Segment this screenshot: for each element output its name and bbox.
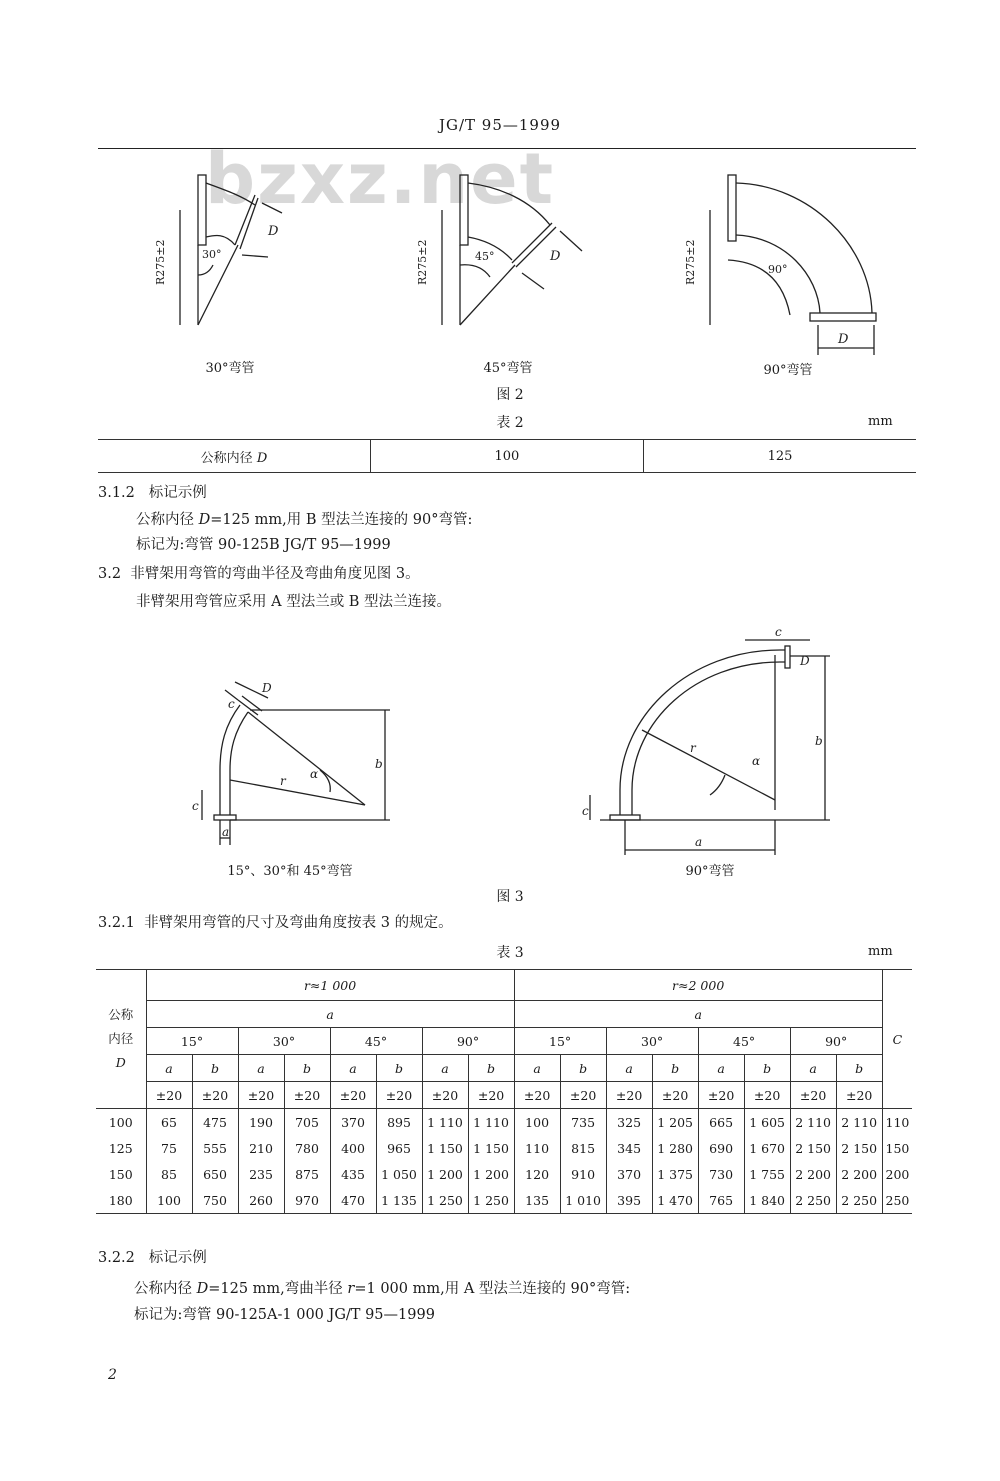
- table-cell: 2 110: [790, 1109, 836, 1136]
- table-cell: 150: [96, 1161, 146, 1187]
- table-3-angle: 90°: [790, 1028, 882, 1055]
- fig3-label-alpha-right: α: [752, 754, 761, 768]
- table-cell: 100: [146, 1187, 192, 1214]
- table-3-tol: ±20: [330, 1082, 376, 1109]
- table-cell: 970: [284, 1187, 330, 1214]
- table-cell: 1 755: [744, 1161, 790, 1187]
- table-cell: 1 840: [744, 1187, 790, 1214]
- table-cell: 250: [882, 1187, 912, 1214]
- table-cell: 730: [698, 1161, 744, 1187]
- fig2-caption-90: 90°弯管: [763, 363, 813, 378]
- table-cell: 1 150: [422, 1135, 468, 1161]
- figure-3-title: 图 3: [496, 889, 524, 905]
- table-cell: 1 605: [744, 1109, 790, 1136]
- text-var: D: [198, 512, 211, 528]
- table-2-label-var: D: [256, 450, 268, 466]
- table-3-tol: ±20: [744, 1082, 790, 1109]
- table-cell: 345: [606, 1135, 652, 1161]
- table-3-tol: ±20: [560, 1082, 606, 1109]
- table-3-body: [96, 1109, 912, 1214]
- fig2-caption-45: 45°弯管: [483, 361, 533, 376]
- table-cell: 200: [882, 1161, 912, 1187]
- table-cell: 260: [238, 1187, 284, 1214]
- section-number: 3.2.1: [98, 915, 135, 931]
- table-3-angle: 90°: [422, 1028, 514, 1055]
- table-cell: 815: [560, 1135, 606, 1161]
- table-cell: 125: [96, 1135, 146, 1161]
- table-3-corner: [96, 970, 146, 1109]
- text: =125 mm,用 B 型法兰连接的 90°弯管:: [210, 512, 473, 528]
- standard-header: JG/T 95—1999: [438, 116, 562, 134]
- table-3-sub-b: b: [284, 1055, 330, 1082]
- table-row: [96, 1161, 912, 1187]
- table-cell: 1 250: [468, 1187, 514, 1214]
- fig3-label-c2-right: c: [582, 804, 589, 818]
- table-cell: 150: [882, 1135, 912, 1161]
- fig2-dim-d-3: D: [838, 332, 849, 347]
- fig3-label-c2-left: c: [192, 799, 199, 813]
- table-cell: 1 375: [652, 1161, 698, 1187]
- figure-2-drawings: [150, 165, 890, 360]
- table-cell: 2 150: [836, 1135, 882, 1161]
- table-cell: 1 010: [560, 1187, 606, 1214]
- text-var: r: [347, 1281, 355, 1297]
- table-cell: 85: [146, 1161, 192, 1187]
- table-cell: 135: [514, 1187, 560, 1214]
- table-cell: 100: [514, 1109, 560, 1136]
- table-3-tol: ±20: [698, 1082, 744, 1109]
- table-3-tol: ±20: [238, 1082, 284, 1109]
- fig2-angle-45: 45°: [475, 250, 495, 263]
- table-3-title: 表 3: [496, 945, 524, 961]
- section-number: 3.2.2: [98, 1250, 135, 1266]
- table-2-label-cell: [98, 440, 370, 473]
- section-3-2-2-line-2: 标记为:弯管 90-125A-1 000 JG/T 95—1999: [134, 1307, 435, 1323]
- table-2: [98, 439, 916, 473]
- table-3-header-row: [96, 970, 912, 1001]
- table-cell: 1 250: [422, 1187, 468, 1214]
- table-3-angle: 45°: [330, 1028, 422, 1055]
- table-3-tol: ±20: [376, 1082, 422, 1109]
- table-3-sub-a: a: [790, 1055, 836, 1082]
- table-cell: 190: [238, 1109, 284, 1136]
- table-cell: 555: [192, 1135, 238, 1161]
- table-3-angle: 15°: [146, 1028, 238, 1055]
- table-2-row: [98, 440, 916, 473]
- page-number: 2: [108, 1367, 117, 1383]
- table-3-tol: ±20: [146, 1082, 192, 1109]
- section-title: 标记示例: [148, 1250, 207, 1266]
- table-3-unit: mm: [868, 944, 893, 959]
- table-3-angle: 45°: [698, 1028, 790, 1055]
- table-cell: 875: [284, 1161, 330, 1187]
- section-3-2-line-1: [98, 562, 420, 586]
- table-cell: 1 110: [422, 1109, 468, 1136]
- table-3-group-header: r≈1 000: [146, 970, 514, 1001]
- table-3-tol: ±20: [468, 1082, 514, 1109]
- fig3-label-a-right: a: [695, 835, 703, 849]
- table-3-sub-a: a: [606, 1055, 652, 1082]
- table-cell: 1 050: [376, 1161, 422, 1187]
- section-text: 非臂架用弯管的弯曲半径及弯曲角度见图 3。: [130, 566, 420, 582]
- table-3-sub-b: b: [376, 1055, 422, 1082]
- table-cell: 1 135: [376, 1187, 422, 1214]
- table-cell: 650: [192, 1161, 238, 1187]
- table-2-cell: 100: [370, 440, 643, 473]
- table-2-cell: 125: [643, 440, 916, 473]
- table-3: [96, 969, 912, 1214]
- table-row: [96, 1109, 912, 1136]
- table-cell: 1 200: [468, 1161, 514, 1187]
- table-3-sub-b: b: [468, 1055, 514, 1082]
- table-3-sub-a: a: [146, 1055, 192, 1082]
- section-3-2-2-line-1: [134, 1277, 630, 1301]
- table-cell: 1 280: [652, 1135, 698, 1161]
- table-cell: 895: [376, 1109, 422, 1136]
- text: 公称内径: [134, 1281, 197, 1297]
- table-cell: 1 200: [422, 1161, 468, 1187]
- section-number: 3.1.2: [98, 485, 135, 501]
- table-cell: 910: [560, 1161, 606, 1187]
- fig3-label-d-right: D: [800, 654, 810, 668]
- table-3-sub-a: a: [422, 1055, 468, 1082]
- table-cell: 110: [882, 1109, 912, 1136]
- fig3-label-r-right: r: [690, 741, 696, 755]
- corner-line: 公称: [108, 1007, 134, 1022]
- fig3-caption-right: 90°弯管: [685, 864, 735, 879]
- table-cell: 370: [330, 1109, 376, 1136]
- table-cell: 395: [606, 1187, 652, 1214]
- section-number: 3.2: [98, 566, 122, 582]
- table-3-tol: ±20: [284, 1082, 330, 1109]
- fig3-caption-left: 15°、30°和 45°弯管: [227, 864, 353, 879]
- figure-3-drawings: [180, 620, 860, 855]
- table-cell: 470: [330, 1187, 376, 1214]
- table-3-tol: ±20: [192, 1082, 238, 1109]
- table-row: [96, 1135, 912, 1161]
- table-3-tolerance-row: [96, 1082, 912, 1109]
- table-cell: 735: [560, 1109, 606, 1136]
- table-cell: 65: [146, 1109, 192, 1136]
- section-3-1-2-line-1: [136, 508, 472, 532]
- table-cell: 780: [284, 1135, 330, 1161]
- fig3-label-c-left: c: [228, 697, 235, 711]
- section-3-2-1: [98, 911, 453, 935]
- table-cell: 100: [96, 1109, 146, 1136]
- table-3-sub-a: a: [238, 1055, 284, 1082]
- table-3-angle-row: [96, 1028, 912, 1055]
- fig3-label-c-right: c: [775, 625, 782, 639]
- table-cell: 1 470: [652, 1187, 698, 1214]
- corner-line: 内径: [108, 1031, 134, 1046]
- table-cell: 665: [698, 1109, 744, 1136]
- table-3-sub-b: b: [560, 1055, 606, 1082]
- section-3-1-2-heading: [98, 481, 207, 502]
- fig3-label-alpha-left: α: [310, 767, 319, 781]
- table-3-tol: ±20: [652, 1082, 698, 1109]
- fig3-label-r-left: r: [280, 774, 286, 788]
- table-cell: 1 150: [468, 1135, 514, 1161]
- table-3-tol: ±20: [836, 1082, 882, 1109]
- table-cell: 750: [192, 1187, 238, 1214]
- section-text: 非臂架用弯管的尺寸及弯曲角度按表 3 的规定。: [144, 915, 453, 931]
- table-cell: 2 110: [836, 1109, 882, 1136]
- table-cell: 705: [284, 1109, 330, 1136]
- fig2-radius-label-2: R275±2: [416, 239, 429, 285]
- table-cell: 2 200: [836, 1161, 882, 1187]
- section-title: 标记示例: [148, 485, 207, 501]
- section-3-2-line-2: 非臂架用弯管应采用 A 型法兰或 B 型法兰连接。: [136, 594, 452, 610]
- table-2-unit: mm: [868, 414, 893, 429]
- table-3-tol: ±20: [606, 1082, 652, 1109]
- table-3-a-header: a: [146, 1001, 514, 1028]
- table-3-sub-b: b: [836, 1055, 882, 1082]
- table-cell: 210: [238, 1135, 284, 1161]
- table-cell: 2 200: [790, 1161, 836, 1187]
- table-cell: 765: [698, 1187, 744, 1214]
- figure-2-title: 图 2: [496, 387, 524, 403]
- table-3-a-row: [96, 1001, 912, 1028]
- table-cell: 120: [514, 1161, 560, 1187]
- table-cell: 235: [238, 1161, 284, 1187]
- fig2-radius-label-1: R275±2: [154, 239, 167, 285]
- table-cell: 2 250: [836, 1187, 882, 1214]
- table-cell: 2 250: [790, 1187, 836, 1214]
- table-cell: 1 110: [468, 1109, 514, 1136]
- table-3-sub-a: a: [330, 1055, 376, 1082]
- text-var: D: [196, 1281, 209, 1297]
- fig2-angle-30: 30°: [202, 248, 222, 261]
- fig2-dim-d-2: D: [550, 249, 561, 264]
- table-row: [96, 1187, 912, 1214]
- section-3-1-2-line-2: 标记为:弯管 90-125B JG/T 95—1999: [136, 537, 391, 553]
- fig2-caption-30: 30°弯管: [205, 361, 255, 376]
- table-cell: 965: [376, 1135, 422, 1161]
- table-3-tol: ±20: [422, 1082, 468, 1109]
- table-cell: 325: [606, 1109, 652, 1136]
- table-3-angle: 15°: [514, 1028, 606, 1055]
- table-cell: 435: [330, 1161, 376, 1187]
- table-cell: 370: [606, 1161, 652, 1187]
- watermark: bzxz.net: [205, 138, 556, 220]
- table-3-angle: 30°: [606, 1028, 698, 1055]
- fig3-label-b-right: b: [815, 734, 823, 748]
- table-cell: 400: [330, 1135, 376, 1161]
- table-cell: 75: [146, 1135, 192, 1161]
- table-3-sub-b: b: [744, 1055, 790, 1082]
- table-2-label: 公称内径: [200, 450, 253, 466]
- table-3-sub-a: a: [698, 1055, 744, 1082]
- table-cell: 1 670: [744, 1135, 790, 1161]
- fig2-radius-label-3: R275±2: [684, 239, 697, 285]
- table-cell: 690: [698, 1135, 744, 1161]
- table-3-tol: ±20: [514, 1082, 560, 1109]
- fig2-angle-90: 90°: [768, 263, 788, 276]
- table-3-angle: 30°: [238, 1028, 330, 1055]
- fig2-dim-d-1: D: [268, 224, 279, 239]
- table-3-ab-row: [96, 1055, 912, 1082]
- text: =125 mm,弯曲半径: [208, 1281, 348, 1297]
- table-cell: 2 150: [790, 1135, 836, 1161]
- fig3-label-a-left: a: [222, 825, 230, 839]
- table-3-group-header: r≈2 000: [514, 970, 882, 1001]
- fig3-label-b-left: b: [375, 757, 383, 771]
- table-3-sub-a: a: [514, 1055, 560, 1082]
- section-3-2-2-heading: [98, 1246, 207, 1267]
- table-cell: 1 205: [652, 1109, 698, 1136]
- table-3-sub-b: b: [192, 1055, 238, 1082]
- text: =1 000 mm,用 A 型法兰连接的 90°弯管:: [354, 1281, 631, 1297]
- table-3-c-header: C: [882, 970, 912, 1109]
- table-3-a-header: a: [514, 1001, 882, 1028]
- corner-line: D: [115, 1055, 126, 1070]
- table-2-title: 表 2: [496, 415, 524, 431]
- fig3-label-d-left: D: [262, 681, 272, 695]
- table-3-tol: ±20: [790, 1082, 836, 1109]
- table-cell: 475: [192, 1109, 238, 1136]
- table-cell: 110: [514, 1135, 560, 1161]
- table-cell: 180: [96, 1187, 146, 1214]
- text: 公称内径: [136, 512, 199, 528]
- table-3-sub-b: b: [652, 1055, 698, 1082]
